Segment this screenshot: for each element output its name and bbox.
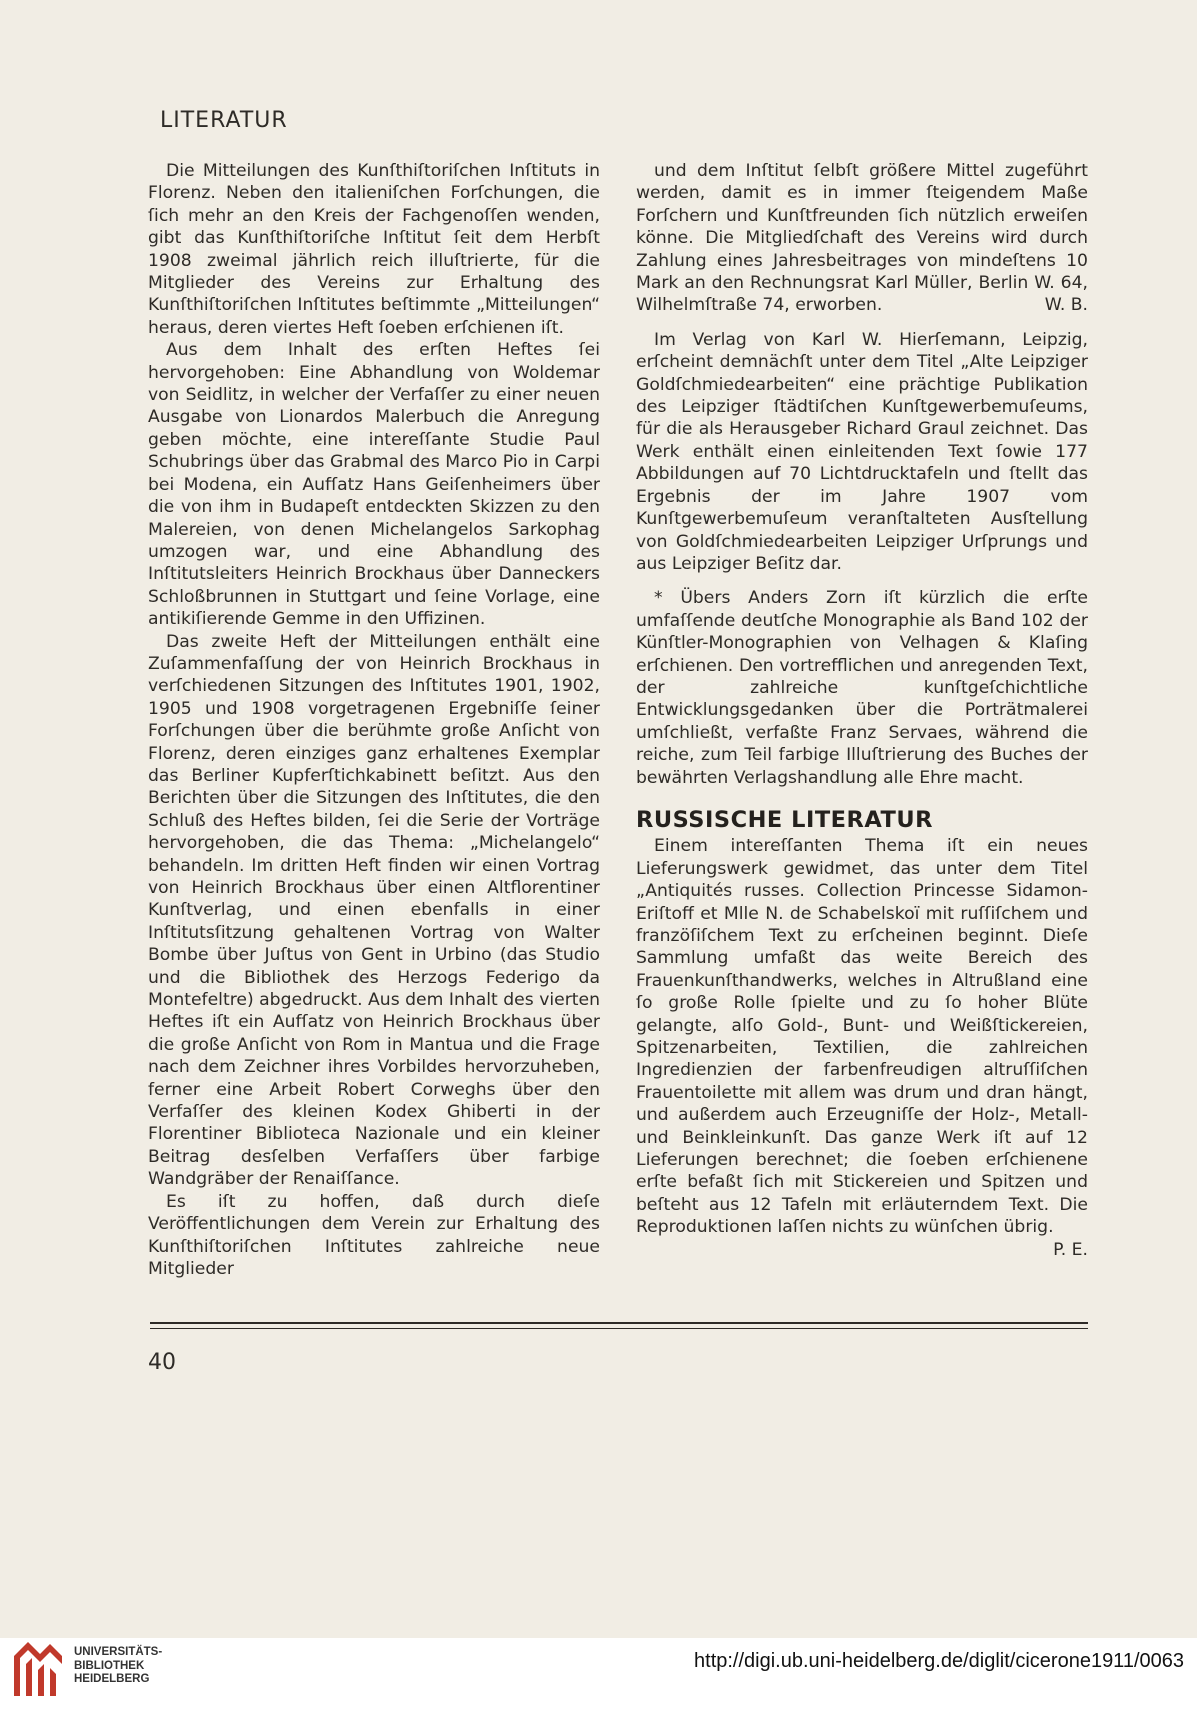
page-number: 40 <box>148 1350 176 1375</box>
running-title: LITERATUR <box>160 108 288 133</box>
paragraph-hoffen: Es iſt zu hoffen, daß durch dieſe Veröffentlichungen dem Verein zur Erhaltung des Kunſthiſtoriſchen Inſtitutes zahlreiche neue Mitglieder <box>148 1191 600 1279</box>
paragraph-continuation <box>636 160 1088 317</box>
section-title-russische-literatur: RUSSISCHE LITERATUR <box>636 806 933 833</box>
library-name-line: BIBLIOTHEK <box>74 1659 145 1672</box>
paragraph-zweites-heft: Das zweite Heft der Mitteilungen enthält eine Zuſammenfaſſung der von Heinrich Brockhaus in verſchiedenen Sitzungen des Inſtitutes 1901, 1902, 1905 und 1908 vorgetragenen Ergebniſſe ſeiner Forſchungen über die berühmte große Anſicht von Florenz, deren einziges ganz erhaltenes Exemplar das Berliner Kupferſtichkabinett beſitzt. Aus den Berichten über die Sitzungen des Inſtitutes, die den Schluß des Heftes bilden, ſei die Serie der Vorträge hervorgehoben, die das Thema: „Michelangelo“ behandeln. Im dritten Heft finden wir einen Vortrag von Heinrich Brockhaus über einen Altflorentiner Kunſtverlag, und einen ebenfalls in einer Inſtitutsſitzung gehaltenen Vortrag von Walter Bombe über Juſtus von Gent in Urbino (das Studio und die Bibliothek des Herzogs Federigo da Montefeltre) abgedruckt. Aus dem Inhalt des vierten Heftes iſt ein Aufſatz von Heinrich Brockhaus über die große Anſicht von Rom in Mantua und die Frage nach dem Zeichner ihres Vorbildes hervorzuheben, ferner eine Arbeit Robert Corweghs über den Verfaſſer des kleinen Kodex Ghiberti in der Florentiner Biblioteca Nazionale und ein kleiner Beitrag desſelben Verfaſſers über farbige Wandgräber der Renaiſſance. <box>148 631 600 1190</box>
footer-rule-thin <box>150 1328 1088 1329</box>
signature-pe: P. E. <box>1053 1239 1088 1260</box>
signature-wb: W. B. <box>1044 295 1088 316</box>
right-column <box>636 160 1088 1261</box>
library-name-line: HEIDELBERG <box>74 1673 150 1685</box>
paragraph-hiersemann: Im Verlag von Karl W. Hierſemann, Leipzig, erſcheint demnächſt unter dem Titel „Alte Leipziger Goldſchmiedearbeiten“ eine prächtige Publikation des Leipziger ſtädtiſchen Kunſtgewerbemuſeums, für die als Herausgeber Richard Graul zeichnet. Das Werk enthält einen einleitenden Text ſowie 177 Abbildungen auf 70 Lichtdrucktafeln und ſtellt das Ergebnis der im Jahre 1907 vom Kunſtgewerbemuſeum veranſtalteten Ausſtellung von Goldſchmiedearbeiten Leipziger Urſprungs und aus Leipziger Beſitz dar. <box>636 329 1088 574</box>
library-name <box>74 1646 162 1687</box>
footer-rule-thick <box>150 1322 1088 1324</box>
library-footer <box>0 1638 1197 1724</box>
library-logo-icon <box>10 1638 66 1700</box>
source-url-link[interactable]: http://digi.ub.uni-heidelberg.de/diglit/cicerone1911/0063 <box>694 1650 1184 1672</box>
paragraph-russische <box>636 835 1088 1260</box>
paragraph-mitteilungen: Die Mitteilungen des Kunſthiſtoriſchen Inſtituts in Florenz. Neben den italieniſchen Forſchungen, die ſich mehr an den Kreis der Fachgenoſſen wenden, gibt das Kunſthiſtoriſche Inſtitut ſeit dem Herbſt 1908 zweimal jährlich reich illuſtrierte, für die Mitglieder des Vereins zur Erhaltung des Kunſthiſtoriſchen Inſtitutes beſtimmte „Mitteilungen“ heraus, deren viertes Heft ſoeben erſchienen iſt. <box>148 161 600 338</box>
left-column <box>148 160 600 1280</box>
continuation-text: und dem Inſtitut ſelbſt größere Mittel zugeführt werden, damit es in immer ſteigendem Maße Forſchern und Kunſtfreunden ſich nützlich erweiſen könne. Die Mitgliedſchaft des Vereins wird durch Zahlung eines Jahresbeitrages von mindeſtens 10 Mark an den Rechnungsrat Karl Müller, Berlin W. 64, Wilhelmſtraße 74, erworben. <box>636 161 1088 316</box>
library-name-line: UNIVERSITÄTS- <box>74 1646 163 1658</box>
paragraph-erstes-heft: Aus dem Inhalt des erſten Heftes ſei hervorgehoben: Eine Abhandlung von Woldemar von Seidlitz, in welcher der Verfaſſer zu einer neuen Ausgabe von Lionardos Malerbuch die Anregung geben möchte, eine intereſſante Studie Paul Schubrings über das Grabmal des Marco Pio in Carpi bei Modena, ein Aufſatz Hans Geiſenheimers über die von ihm in Budapeſt entdeckten Skizzen zu den Malereien, von denen Michelangelos Sarkophag umzogen war, und eine Abhandlung des Inſtitutsleiters Heinrich Brockhaus über Danneckers Schloßbrunnen in Stuttgart und ſeine Vorlage, eine antikiſierende Gemme in den Uffizinen. <box>148 340 600 630</box>
russian-text: Einem intereſſanten Thema iſt ein neues Lieferungswerk gewidmet, das unter dem Titel „Antiquités russes. Collection Princesse Sidamon-Eriſtoff et Mlle N. de Schabelskoï mit ruſſiſchem und franzöſiſchem Text zu erſcheinen beginnt. Dieſe Sammlung umfaßt das weite Bereich des Frauenkunſthandwerks, welches in Altrußland eine ſo große Rolle ſpielte und zu ſo hoher Blüte gelangte, alſo Gold-, Bunt- und Weißſtickereien, Spitzenarbeiten, Textilien, die zahlreichen Ingredienzien der farbenfreudigen altruſſiſchen Frauentoilette mit allem was drum und dran hängt, und außerdem auch Erzeugniſſe der Holz-, Metall- und Beinkleinkunſt. Das ganze Werk iſt auf 12 Lieferungen berechnet; die ſoeben erſchienene erſte befaßt ſich mit Stickereien und Spitzen und beſteht aus 12 Tafeln mit erläuterndem Text. Die Reproduktionen laſſen nichts zu wünſchen übrig. <box>636 836 1088 1238</box>
paragraph-anders-zorn: * Übers Anders Zorn iſt kürzlich die erſte umfaſſende deutſche Monographie als Band 102 der Künſtler-Monographien von Velhagen & Klaſing erſchienen. Den vortrefflichen und anregenden Text, der zahlreiche kunſtgeſchichtliche Entwicklungsgedanken über die Porträtmalerei umſchließt, verfaßte Franz Servaes, während die reiche, zum Teil farbige Illuſtrierung des Buches der bewährten Verlagshandlung alle Ehre macht. <box>636 588 1088 788</box>
